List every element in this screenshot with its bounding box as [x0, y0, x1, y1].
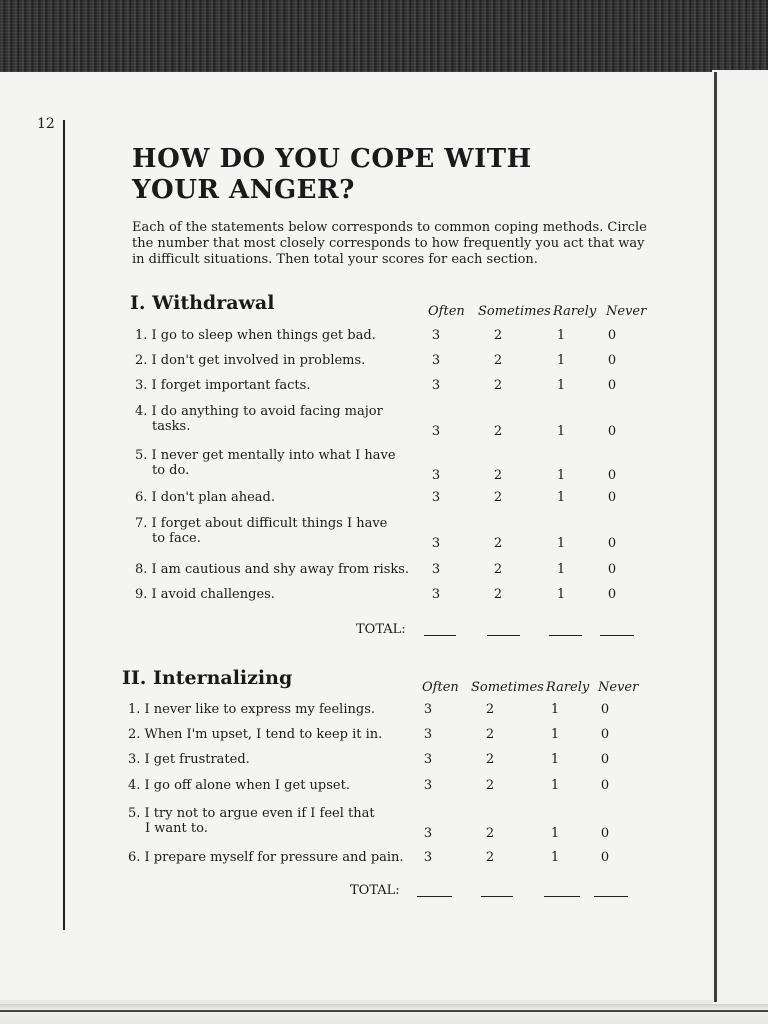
score-option-often[interactable]: 3: [423, 702, 433, 717]
score-option-rarely[interactable]: 1: [556, 353, 566, 368]
score-option-often[interactable]: 3: [423, 727, 433, 742]
statement-text: 2. When I'm upset, I tend to keep it in.: [128, 727, 383, 742]
score-option-never[interactable]: 0: [600, 702, 610, 717]
score-option-never[interactable]: 0: [607, 353, 617, 368]
total-blank-often[interactable]: [417, 896, 452, 897]
score-option-rarely[interactable]: 1: [550, 727, 560, 742]
score-option-sometimes[interactable]: 2: [493, 562, 503, 577]
total-blank-never[interactable]: [594, 896, 628, 897]
score-option-sometimes[interactable]: 2: [485, 727, 495, 742]
page-bottom-line: [0, 1010, 768, 1012]
score-option-never[interactable]: 0: [600, 778, 610, 793]
score-option-often[interactable]: 3: [431, 353, 441, 368]
score-option-rarely[interactable]: 1: [556, 562, 566, 577]
score-option-sometimes[interactable]: 2: [493, 378, 503, 393]
score-option-often[interactable]: 3: [431, 378, 441, 393]
score-option-rarely[interactable]: 1: [550, 702, 560, 717]
score-option-sometimes[interactable]: 2: [493, 328, 503, 343]
section-title: II. Internalizing: [122, 667, 293, 689]
score-option-often[interactable]: 3: [423, 850, 433, 865]
page-spine-line: [714, 72, 717, 1002]
statement-text-continued: to face.: [152, 531, 201, 546]
title-line-2: YOUR ANGER?: [132, 175, 355, 205]
score-option-often[interactable]: 3: [431, 587, 441, 602]
score-option-rarely[interactable]: 1: [556, 587, 566, 602]
score-option-rarely[interactable]: 1: [556, 328, 566, 343]
score-option-sometimes[interactable]: 2: [493, 587, 503, 602]
score-option-often[interactable]: 3: [431, 328, 441, 343]
statement-text: 5. I never get mentally into what I have: [135, 448, 396, 463]
statement-text: 5. I try not to argue even if I feel that: [128, 806, 375, 821]
page-title: [132, 144, 532, 206]
statement-text: 6. I prepare myself for pressure and pain.: [128, 850, 404, 865]
score-option-sometimes[interactable]: 2: [493, 468, 503, 483]
column-header-never: Never: [598, 680, 639, 695]
statement-text: 7. I forget about difficult things I have: [135, 516, 388, 531]
score-option-sometimes[interactable]: 2: [485, 826, 495, 841]
column-header-never: Never: [606, 304, 647, 319]
total-blank-often[interactable]: [424, 635, 456, 636]
score-option-often[interactable]: 3: [423, 826, 433, 841]
score-option-never[interactable]: 0: [600, 752, 610, 767]
statement-text: 2. I don't get involved in problems.: [135, 353, 366, 368]
column-header-sometimes: Sometimes: [478, 304, 551, 319]
score-option-rarely[interactable]: 1: [550, 850, 560, 865]
total-blank-never[interactable]: [600, 635, 634, 636]
total-label: TOTAL:: [356, 622, 406, 637]
score-option-never[interactable]: 0: [607, 536, 617, 551]
scan-top-shadow: [0, 0, 768, 72]
score-option-rarely[interactable]: 1: [556, 378, 566, 393]
score-option-rarely[interactable]: 1: [550, 778, 560, 793]
column-header-often: Often: [428, 304, 465, 319]
score-option-often[interactable]: 3: [423, 778, 433, 793]
statement-text: 8. I am cautious and shy away from risks.: [135, 562, 410, 577]
page-edge: [712, 70, 768, 1010]
section-title: I. Withdrawal: [130, 292, 275, 314]
score-option-rarely[interactable]: 1: [550, 826, 560, 841]
score-option-never[interactable]: 0: [600, 850, 610, 865]
column-header-often: Often: [422, 680, 459, 695]
score-option-never[interactable]: 0: [607, 424, 617, 439]
statement-text: 4. I do anything to avoid facing major: [135, 404, 383, 419]
statement-text: 4. I go off alone when I get upset.: [128, 778, 350, 793]
score-option-sometimes[interactable]: 2: [485, 778, 495, 793]
column-header-rarely: Rarely: [546, 680, 590, 695]
score-option-often[interactable]: 3: [423, 752, 433, 767]
score-option-sometimes[interactable]: 2: [493, 424, 503, 439]
total-blank-rarely[interactable]: [544, 896, 580, 897]
statement-text-continued: to do.: [152, 463, 190, 478]
total-blank-sometimes[interactable]: [487, 635, 520, 636]
score-option-never[interactable]: 0: [607, 587, 617, 602]
page-number: 12: [37, 116, 55, 132]
score-option-rarely[interactable]: 1: [556, 424, 566, 439]
statement-text: 9. I avoid challenges.: [135, 587, 275, 602]
score-option-never[interactable]: 0: [600, 727, 610, 742]
score-option-often[interactable]: 3: [431, 468, 441, 483]
total-blank-sometimes[interactable]: [481, 896, 513, 897]
total-blank-rarely[interactable]: [549, 635, 582, 636]
score-option-often[interactable]: 3: [431, 490, 441, 505]
statement-text: 3. I forget important facts.: [135, 378, 311, 393]
score-option-sometimes[interactable]: 2: [493, 353, 503, 368]
instructions: Each of the statements below corresponds to common coping methods. Circle the number that most closely corresponds to how frequently you act that way in difficult situations. Then total your scores for each section.: [132, 220, 647, 267]
total-label: TOTAL:: [350, 883, 400, 898]
score-option-sometimes[interactable]: 2: [493, 536, 503, 551]
score-option-rarely[interactable]: 1: [556, 536, 566, 551]
score-option-never[interactable]: 0: [607, 490, 617, 505]
score-option-often[interactable]: 3: [431, 424, 441, 439]
score-option-rarely[interactable]: 1: [550, 752, 560, 767]
score-option-sometimes[interactable]: 2: [485, 850, 495, 865]
score-option-never[interactable]: 0: [600, 826, 610, 841]
score-option-often[interactable]: 3: [431, 562, 441, 577]
score-option-sometimes[interactable]: 2: [485, 752, 495, 767]
score-option-rarely[interactable]: 1: [556, 490, 566, 505]
title-line-1: HOW DO YOU COPE WITH: [132, 144, 532, 174]
score-option-never[interactable]: 0: [607, 328, 617, 343]
score-option-sometimes[interactable]: 2: [485, 702, 495, 717]
scan-bottom-shadow: [0, 1004, 768, 1024]
score-option-never[interactable]: 0: [607, 468, 617, 483]
statement-text: 1. I never like to express my feelings.: [128, 702, 375, 717]
statement-text-continued: I want to.: [145, 821, 208, 836]
statement-text-continued: tasks.: [152, 419, 191, 434]
score-option-sometimes[interactable]: 2: [493, 490, 503, 505]
statement-text: 6. I don't plan ahead.: [135, 490, 276, 505]
score-option-rarely[interactable]: 1: [556, 468, 566, 483]
statement-text: 3. I get frustrated.: [128, 752, 250, 767]
margin-rule: [63, 120, 65, 930]
statement-text: 1. I go to sleep when things get bad.: [135, 328, 376, 343]
column-header-sometimes: Sometimes: [471, 680, 544, 695]
score-option-never[interactable]: 0: [607, 562, 617, 577]
score-option-never[interactable]: 0: [607, 378, 617, 393]
score-option-often[interactable]: 3: [431, 536, 441, 551]
column-header-rarely: Rarely: [553, 304, 597, 319]
